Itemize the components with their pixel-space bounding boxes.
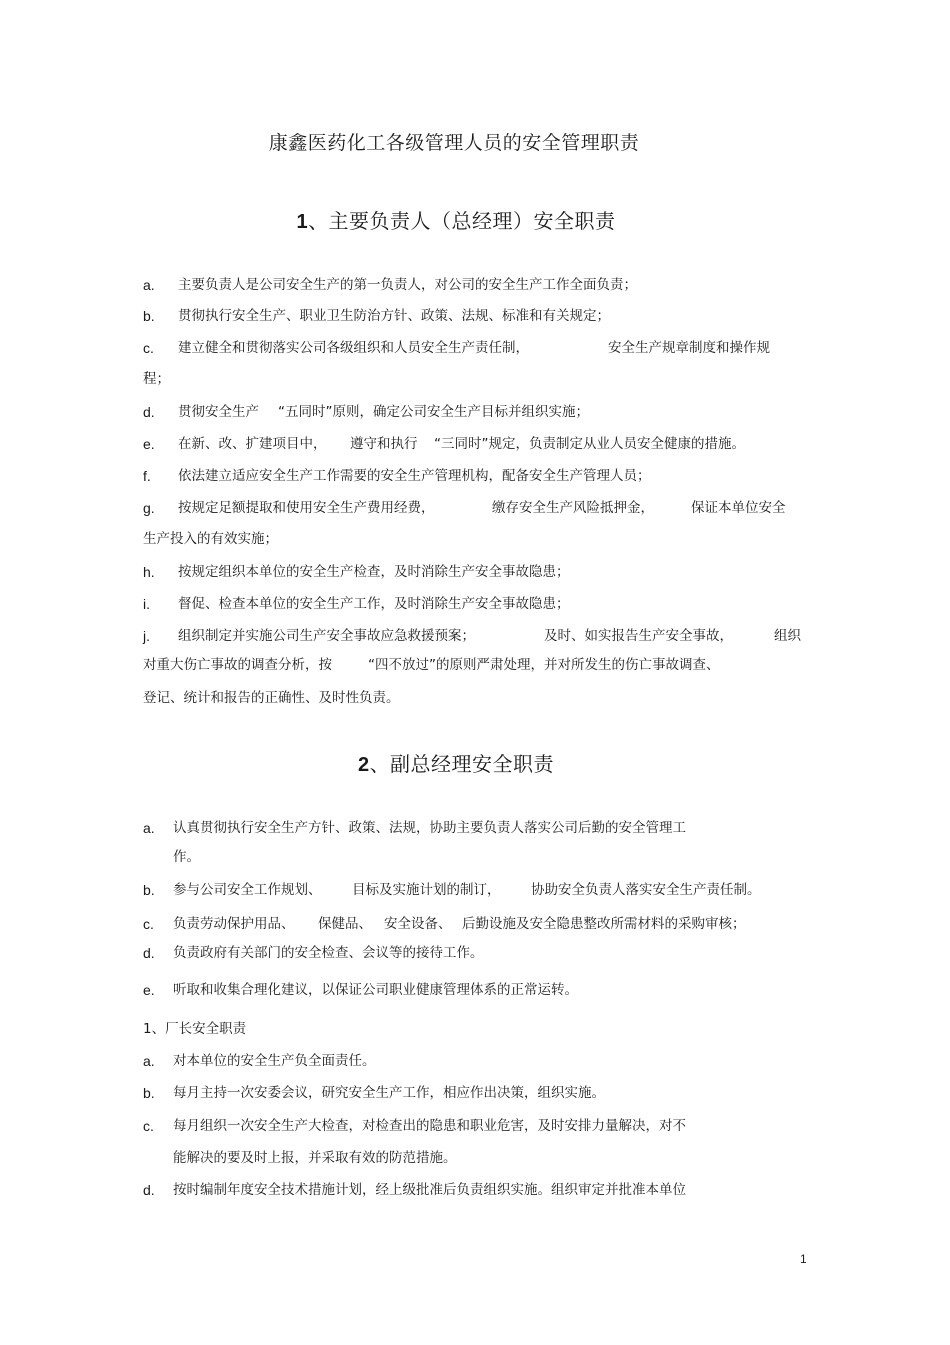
document-title: 康鑫医药化工各级管理人员的安全管理职责 xyxy=(268,132,640,154)
list-item-continuation: 后勤设施及安全隐患整改所需材料的采购审核； xyxy=(462,916,746,932)
section-1-number: 1 xyxy=(296,211,309,233)
section-1-heading xyxy=(0,205,912,234)
item-marker: b. xyxy=(143,882,155,898)
list-item: 建立健全和贯彻落实公司各级组织和人员安全生产责任制， xyxy=(178,340,529,356)
item-marker: j. xyxy=(143,628,150,644)
item-marker: a. xyxy=(143,1053,155,1069)
item-marker: c. xyxy=(143,340,154,356)
list-item: 督促、检查本单位的安全生产工作，及时消除生产安全事故隐患； xyxy=(178,596,570,612)
subsection-heading: 1、厂长安全职责 xyxy=(143,1021,247,1037)
list-item: 负责政府有关部门的安全检查、会议等的接待工作。 xyxy=(173,945,484,961)
list-item: 组织制定并实施公司生产安全事故应急救援预案； xyxy=(178,628,475,644)
list-item-wrap: 登记、统计和报告的正确性、及时性负责。 xyxy=(143,690,400,706)
item-marker: h. xyxy=(143,564,155,580)
list-item-continuation: 安全设备、 xyxy=(384,916,452,932)
list-item-continuation: 协助安全负责人落实安全生产责任制。 xyxy=(531,882,761,898)
list-item: 负责劳动保护用品、 xyxy=(173,916,295,932)
list-item: 主要负责人是公司安全生产的第一负责人，对公司的安全生产工作全面负责； xyxy=(178,277,637,293)
list-item-wrap: 能解决的要及时上报，并采取有效的防范措施。 xyxy=(173,1150,457,1166)
item-marker: d. xyxy=(143,404,155,420)
list-item: 认真贯彻执行安全生产方针、政策、法规，协助主要负责人落实公司后勤的安全管理工 xyxy=(173,820,686,836)
list-item: 按规定组织本单位的安全生产检查，及时消除生产安全事故隐患； xyxy=(178,564,570,580)
list-item: 贯彻执行安全生产、职业卫生防治方针、政策、法规、标准和有关规定； xyxy=(178,308,610,324)
item-marker: c. xyxy=(143,1118,154,1134)
list-item-continuation: 保证本单位安全 xyxy=(691,500,786,516)
item-marker: f. xyxy=(143,468,151,484)
section-2-heading xyxy=(0,748,912,777)
list-item-continuation: 遵守和执行 xyxy=(350,436,418,452)
section-2-title: 、副总经理安全职责 xyxy=(369,752,555,776)
list-item-wrap: 对重大伤亡事故的调查分析，按 xyxy=(143,657,332,673)
item-marker: e. xyxy=(143,436,155,452)
list-item-continuation: 保健品、 xyxy=(318,916,372,932)
list-item-continuation: 组织 xyxy=(774,628,801,644)
list-item-continuation: “三同时”规定，负责制定从业人员安全健康的措施。 xyxy=(434,436,745,452)
item-marker: i. xyxy=(143,596,150,612)
list-item: 每月主持一次安委会议，研究安全生产工作，相应作出决策，组织实施。 xyxy=(173,1085,605,1101)
section-1-title: 、主要负责人（总经理）安全职责 xyxy=(308,209,616,233)
list-item: 贯彻安全生产 xyxy=(178,404,259,420)
list-item: 参与公司安全工作规划、 xyxy=(173,882,322,898)
list-item: 每月组织一次安全生产大检查，对检查出的隐患和职业危害，及时安排力量解决，对不 xyxy=(173,1118,686,1134)
item-marker: b. xyxy=(143,1085,155,1101)
list-item: 按规定足额提取和使用安全生产费用经费， xyxy=(178,500,435,516)
item-marker: b. xyxy=(143,308,155,324)
list-item-wrap: 程； xyxy=(143,371,170,387)
list-item: 依法建立适应安全生产工作需要的安全生产管理机构，配备安全生产管理人员； xyxy=(178,468,651,484)
list-item-wrap: “四不放过”的原则严肃处理，并对所发生的伤亡事故调查、 xyxy=(368,657,720,673)
item-marker: a. xyxy=(143,277,155,293)
list-item: 听取和收集合理化建议，以保证公司职业健康管理体系的正常运转。 xyxy=(173,982,578,998)
list-item: 对本单位的安全生产负全面责任。 xyxy=(173,1053,376,1069)
list-item: 按时编制年度安全技术措施计划，经上级批准后负责组织实施。组织审定并批准本单位 xyxy=(173,1182,686,1198)
item-marker: c. xyxy=(143,916,154,932)
list-item-continuation: 缴存安全生产风险抵押金， xyxy=(492,500,654,516)
list-item: 在新、改、扩建项目中， xyxy=(178,436,327,452)
page-number: 1 xyxy=(800,1252,807,1266)
list-item-continuation: 及时、如实报告生产安全事故， xyxy=(544,628,733,644)
item-marker: g. xyxy=(143,500,155,516)
list-item-wrap: 生产投入的有效实施； xyxy=(143,531,278,547)
item-marker: a. xyxy=(143,820,155,836)
section-2-number: 2 xyxy=(357,754,370,776)
list-item-continuation: “五同时”原则，确定公司安全生产目标并组织实施； xyxy=(278,404,589,420)
item-marker: d. xyxy=(143,945,155,961)
item-marker: d. xyxy=(143,1182,155,1198)
list-item-continuation: 目标及实施计划的制订， xyxy=(352,882,501,898)
list-item-wrap: 作。 xyxy=(173,849,200,865)
list-item-continuation: 安全生产规章制度和操作规 xyxy=(608,340,770,356)
item-marker: e. xyxy=(143,982,155,998)
